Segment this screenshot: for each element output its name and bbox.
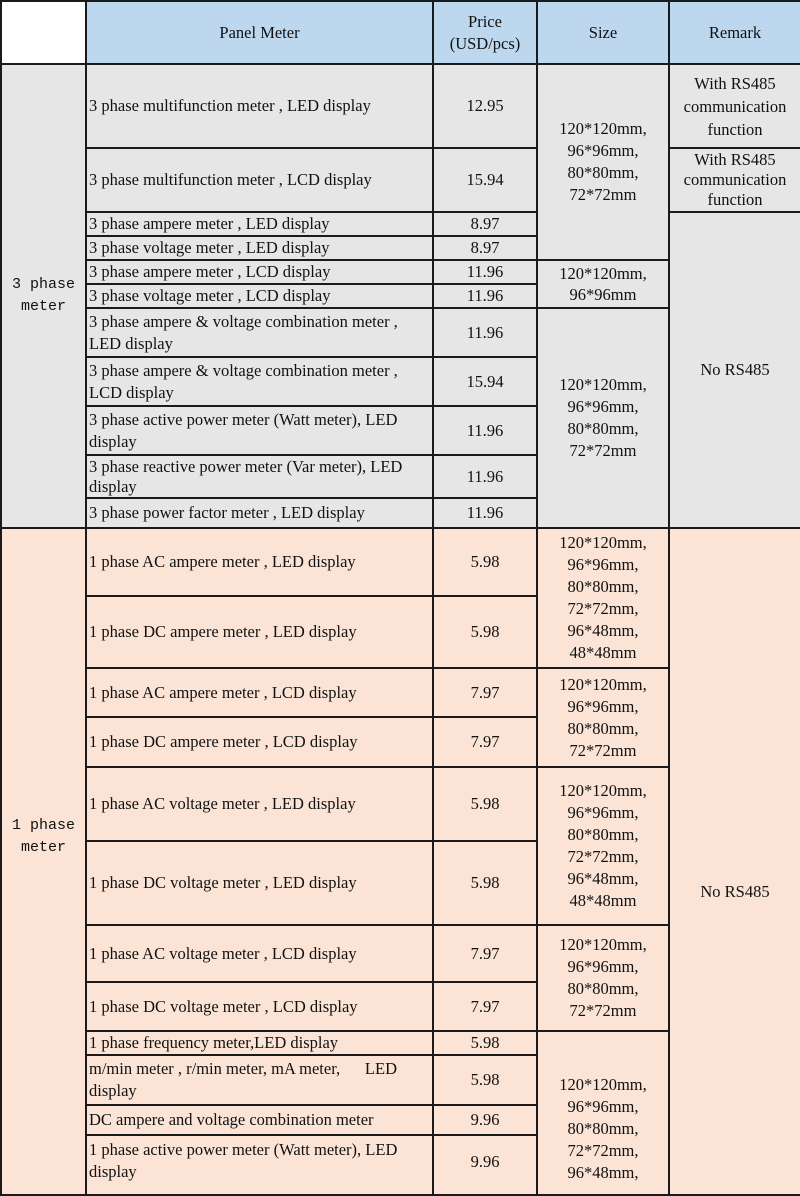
meter-price: 11.96 — [433, 406, 537, 455]
meter-price: 9.96 — [433, 1105, 537, 1135]
meter-name: 3 phase multifunction meter , LED display — [86, 64, 433, 148]
meter-price: 11.96 — [433, 455, 537, 498]
meter-price: 5.98 — [433, 1031, 537, 1055]
meter-name: 3 phase ampere & voltage combination meter , LCD display — [86, 357, 433, 406]
meter-price: 7.97 — [433, 925, 537, 982]
meter-price: 8.97 — [433, 212, 537, 236]
meter-remark: No RS485 — [669, 212, 800, 528]
meter-name: m/min meter , r/min meter, mA meter, LED display — [86, 1055, 433, 1105]
header-price-label: Price — [468, 11, 502, 31]
meter-price: 5.98 — [433, 1055, 537, 1105]
meter-price: 8.97 — [433, 236, 537, 260]
meter-price: 11.96 — [433, 284, 537, 308]
header-panel-meter: Panel Meter — [86, 1, 433, 64]
meter-price: 11.96 — [433, 260, 537, 284]
meter-name: 3 phase voltage meter , LCD display — [86, 284, 433, 308]
header-row — [1, 1, 800, 64]
meter-price: 9.96 — [433, 1135, 537, 1195]
header-price-unit: (USD/pcs) — [449, 33, 521, 53]
meter-size: 120*120mm, 96*96mm, 80*80mm, 72*72mm, 96*48mm, 48*48mm — [537, 767, 669, 925]
meter-price: 5.98 — [433, 528, 537, 596]
header-blank-cell — [1, 1, 86, 64]
meter-price: 5.98 — [433, 841, 537, 925]
meter-name: 1 phase AC voltage meter , LED display — [86, 767, 433, 841]
table-row — [1, 212, 800, 236]
meter-name: 3 phase power factor meter , LED display — [86, 498, 433, 528]
meter-name: 3 phase reactive power meter (Var meter), LED display — [86, 455, 433, 498]
meter-size: 120*120mm, 96*96mm, 80*80mm, 72*72mm — [537, 308, 669, 528]
meter-size: 120*120mm, 96*96mm, 80*80mm, 72*72mm, 96*48mm, — [537, 1031, 669, 1195]
meter-price: 7.97 — [433, 668, 537, 717]
header-price — [433, 1, 537, 64]
meter-name: 3 phase active power meter (Watt meter), LED display — [86, 406, 433, 455]
meter-name: 1 phase frequency meter,LED display — [86, 1031, 433, 1055]
table-row — [1, 148, 800, 212]
meter-price: 7.97 — [433, 717, 537, 767]
meter-price: 12.95 — [433, 64, 537, 148]
meter-name: 1 phase active power meter (Watt meter), LED display — [86, 1135, 433, 1195]
meter-price: 15.94 — [433, 357, 537, 406]
meter-price: 11.96 — [433, 308, 537, 357]
meter-name: 3 phase ampere meter , LED display — [86, 212, 433, 236]
meter-name: 1 phase AC voltage meter , LCD display — [86, 925, 433, 982]
meter-name: 1 phase DC voltage meter , LED display — [86, 841, 433, 925]
meter-name: 3 phase multifunction meter , LCD display — [86, 148, 433, 212]
header-remark: Remark — [669, 1, 800, 64]
header-size: Size — [537, 1, 669, 64]
meter-size: 120*120mm, 96*96mm, 80*80mm, 72*72mm — [537, 64, 669, 260]
group-label-1-phase: 1 phase meter — [1, 528, 86, 1195]
meter-remark: With RS485 communication function — [669, 64, 800, 148]
group-label-3-phase: 3 phase meter — [1, 64, 86, 528]
meter-price: 11.96 — [433, 498, 537, 528]
meter-name: 1 phase DC voltage meter , LCD display — [86, 982, 433, 1031]
meter-price: 15.94 — [433, 148, 537, 212]
meter-price: 5.98 — [433, 596, 537, 668]
meter-size: 120*120mm, 96*96mm — [537, 260, 669, 308]
meter-name: 1 phase AC ampere meter , LED display — [86, 528, 433, 596]
meter-name: 1 phase AC ampere meter , LCD display — [86, 668, 433, 717]
meter-name: DC ampere and voltage combination meter — [86, 1105, 433, 1135]
meter-name: 1 phase DC ampere meter , LED display — [86, 596, 433, 668]
table-row — [1, 528, 800, 596]
meter-size: 120*120mm, 96*96mm, 80*80mm, 72*72mm — [537, 925, 669, 1031]
meter-remark: No RS485 — [669, 528, 800, 1195]
meter-size: 120*120mm, 96*96mm, 80*80mm, 72*72mm, 96*48mm, 48*48mm — [537, 528, 669, 668]
meter-name: 1 phase DC ampere meter , LCD display — [86, 717, 433, 767]
meter-size: 120*120mm, 96*96mm, 80*80mm, 72*72mm — [537, 668, 669, 767]
meter-price: 7.97 — [433, 982, 537, 1031]
meter-remark: With RS485 communication function — [669, 148, 800, 212]
meter-name: 3 phase ampere meter , LCD display — [86, 260, 433, 284]
meter-name: 3 phase voltage meter , LED display — [86, 236, 433, 260]
meter-price: 5.98 — [433, 767, 537, 841]
table-row — [1, 64, 800, 148]
meter-name: 3 phase ampere & voltage combination meter , LED display — [86, 308, 433, 357]
